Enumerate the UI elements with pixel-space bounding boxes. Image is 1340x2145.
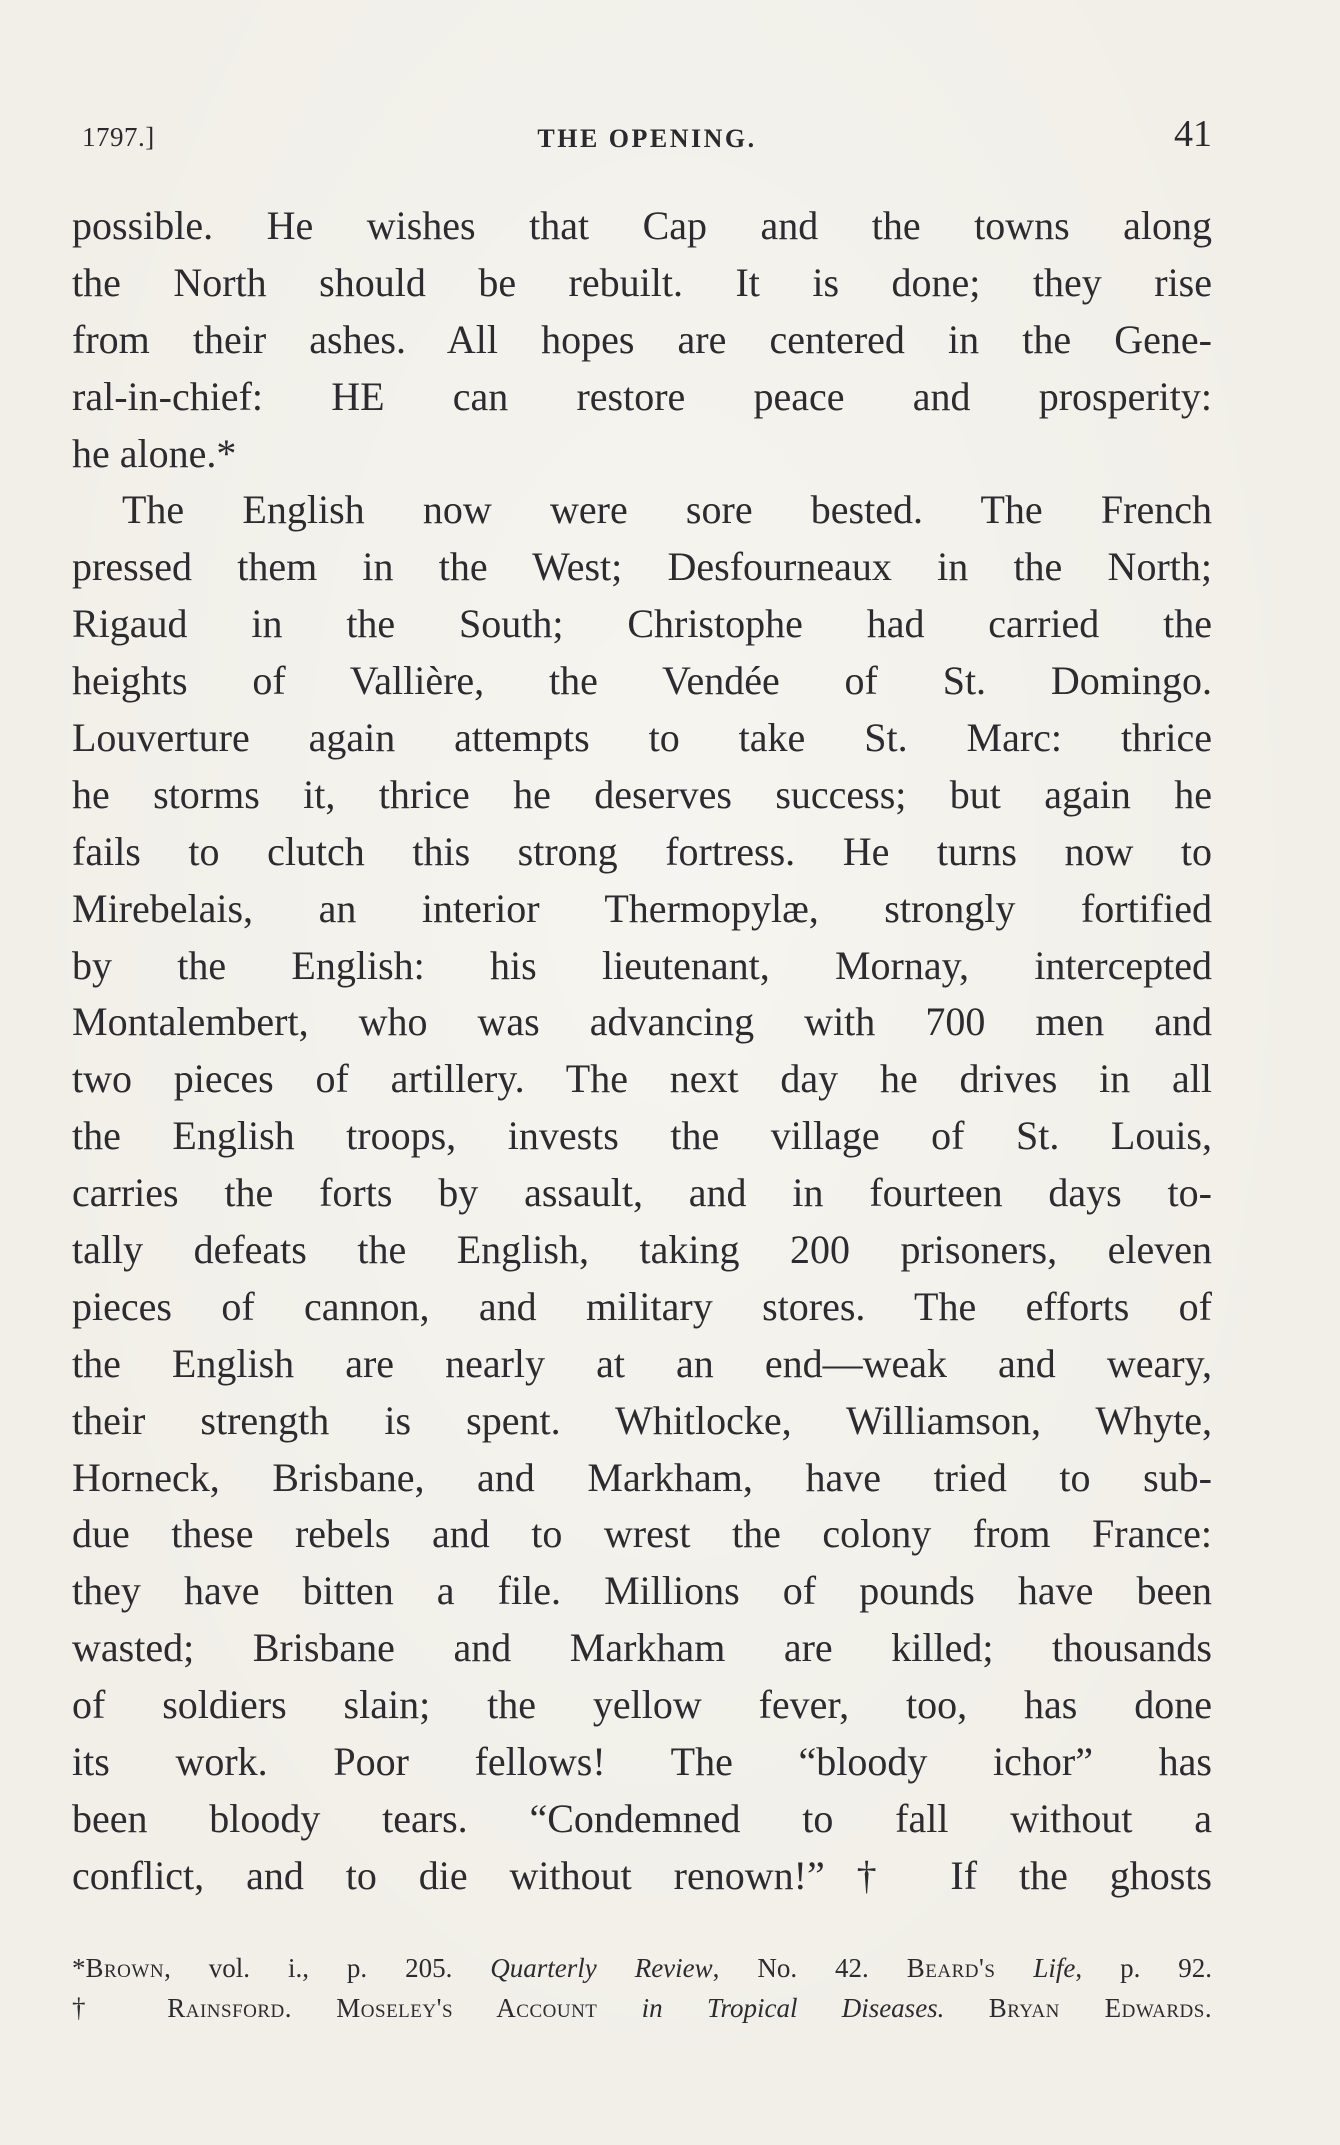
text-line: ral-in-chief: HE can restore peace and prosperity:: [72, 373, 1212, 419]
footnote-author: Beard's: [906, 1953, 996, 1983]
text-line: due these rebels and to wrest the colony from France:: [72, 1511, 1212, 1557]
footnote-author: Bryan Edwards.: [988, 1993, 1213, 2023]
text-line: The English now were sore bested. The French: [122, 487, 1212, 533]
text-line: the English are nearly at an end—weak and weary,: [72, 1340, 1212, 1386]
text-line: he storms it, thrice he deserves success; but again he: [72, 771, 1212, 817]
footnote-marker: *: [72, 1953, 86, 1983]
text-line: Mirebelais, an interior Thermopylæ, strongly fortified: [72, 885, 1212, 931]
text-line: possible. He wishes that Cap and the towns along: [72, 203, 1212, 248]
footnote-marker: †: [72, 1993, 123, 2023]
text-line: conflict, and to die without renown!”† If the ghosts: [72, 1852, 1212, 1898]
body-text: [72, 198, 1212, 1905]
footnote-ref: , vol. i., p. 205.: [164, 1953, 453, 1983]
text-line: their strength is spent. Whitlocke, Williamson, Whyte,: [72, 1397, 1212, 1443]
text-line: Louverture again attempts to take St. Marc: thrice: [72, 715, 1212, 761]
text-line: pieces of cannon, and military stores. The efforts of: [72, 1283, 1212, 1329]
text-line: they have bitten a file. Millions of pounds have been: [72, 1568, 1212, 1614]
text-line: fails to clutch this strong fortress. He turns now to: [72, 828, 1212, 874]
text-line: he alone.*: [72, 430, 237, 476]
text-line: Horneck, Brisbane, and Markham, have tried to sub-: [72, 1454, 1212, 1500]
text-line: the English troops, invests the village of St. Louis,: [72, 1113, 1212, 1159]
text-line: carries the forts by assault, and in fourteen days to-: [72, 1170, 1212, 1216]
text-line: two pieces of artillery. The next day he drives in all: [72, 1056, 1212, 1102]
footnote-connector: in: [641, 1993, 663, 2023]
header-year: 1797.]: [82, 122, 155, 152]
chapter-title: THE OPENING.: [537, 124, 757, 153]
footnote-2: [72, 1988, 1212, 2028]
text-line: wasted; Brisbane and Markham are killed; thousands: [72, 1625, 1212, 1671]
text-line: by the English: his lieutenant, Mornay, intercepted: [72, 942, 1212, 988]
text-line: pressed them in the West; Desfourneaux in the North;: [72, 544, 1212, 590]
running-head: [82, 112, 1212, 162]
footnotes: [72, 1948, 1212, 2028]
footnote-ref: , p. 92.: [1075, 1953, 1213, 1983]
footnote-1: [72, 1948, 1212, 1988]
text-line: Rigaud in the South; Christophe had carried the: [72, 601, 1212, 647]
footnote-author: Rainsford.: [167, 1993, 293, 2023]
footnote-source: Quarterly Review: [490, 1953, 713, 1983]
footnote-ref: , No. 42.: [712, 1953, 869, 1983]
text-line: the North should be rebuilt. It is done; they rise: [72, 259, 1212, 305]
text-line: tally defeats the English, taking 200 prisoners, eleven: [72, 1227, 1212, 1273]
text-line: of soldiers slain; the yellow fever, too, has done: [72, 1682, 1212, 1728]
text-line: heights of Vallière, the Vendée of St. Domingo.: [72, 658, 1212, 704]
footnote-author: Brown: [85, 1953, 165, 1983]
page-number: 41: [1174, 113, 1212, 155]
text-line: Montalembert, who was advancing with 700 men and: [72, 999, 1212, 1045]
text-line: been bloody tears. “Condemned to fall without a: [72, 1795, 1212, 1841]
text-line: from their ashes. All hopes are centered in the Gene-: [72, 316, 1212, 362]
footnote-source: Life: [1033, 1953, 1076, 1983]
footnote-source: Tropical Diseases.: [706, 1993, 945, 2023]
footnote-author: Moseley's Account: [336, 1993, 598, 2023]
text-line: its work. Poor fellows! The “bloody ichor” has: [72, 1739, 1212, 1785]
